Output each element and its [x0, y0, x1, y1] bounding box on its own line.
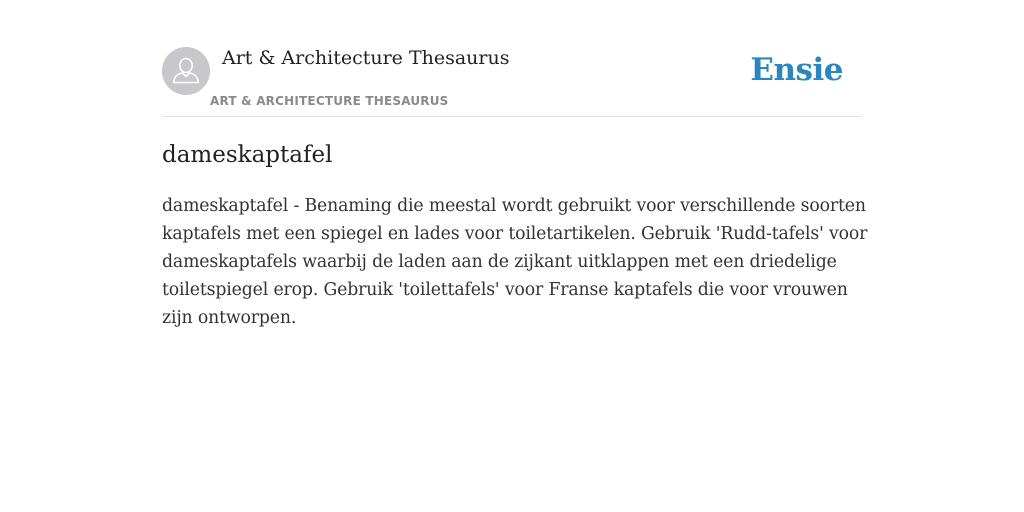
avatar[interactable] — [162, 47, 210, 95]
entry-definition: dameskaptafel - Benaming die meestal wordt gebruikt voor verschillende soorten kaptafels met een spiegel en lades voor toiletartikelen. Gebruik 'Rudd-tafels' voor dameskaptafels waarbij de laden aan de zijkant uitklappen met een driedelige toiletspiegel erop. Gebruik 'toilettafels' voor Franse kaptafels die voor vrouwen zijn ontworpen. — [162, 196, 868, 328]
author-subtitle: ART & ARCHITECTURE THESAURUS — [210, 94, 449, 108]
header — [162, 0, 862, 117]
entry-title: dameskaptafel — [162, 142, 333, 168]
brand-logo[interactable]: Ensie — [750, 52, 843, 88]
author-name[interactable]: Art & Architecture Thesaurus — [222, 47, 510, 69]
user-icon — [162, 47, 210, 95]
page-container — [162, 0, 868, 328]
